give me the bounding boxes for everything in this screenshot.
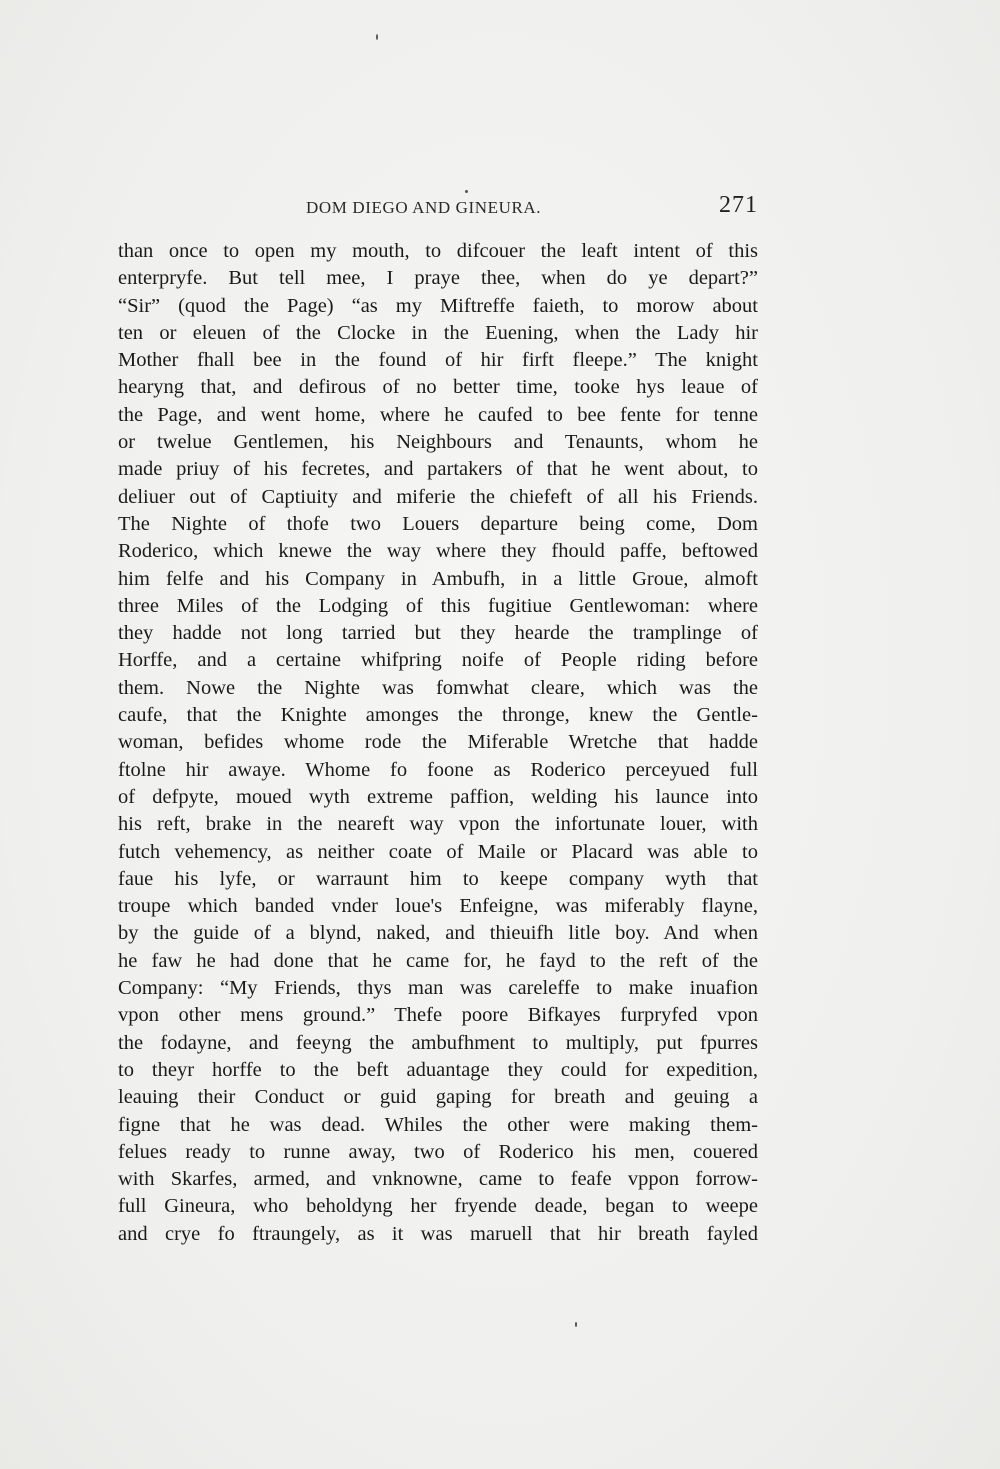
text-line: by the guide of a blynd, naked, and thieuifh litle boy. And when bbox=[118, 922, 758, 945]
text-line: or twelue Gentlemen, his Neighbours and Tenaunts, whom he bbox=[118, 431, 758, 454]
text-line: him felfe and his Company in Ambufh, in a little Groue, almoft bbox=[118, 567, 758, 590]
ink-speck bbox=[575, 1322, 577, 1327]
text-line: felues ready to runne away, two of Roderico his men, couered bbox=[118, 1140, 758, 1163]
text-line: hearyng that, and defirous of no better time, tooke hys leaue of bbox=[118, 376, 758, 399]
text-line: they hadde not long tarried but they hearde the tramplinge of bbox=[118, 622, 758, 645]
text-line: figne that he was dead. Whiles the other were making them- bbox=[118, 1113, 758, 1136]
ink-speck bbox=[376, 34, 378, 40]
ink-speck bbox=[465, 190, 468, 193]
text-line: futch vehemency, as neither coate of Maile or Placard was able to bbox=[118, 840, 758, 863]
running-title: DOM DIEGO AND GINEURA. bbox=[306, 198, 542, 217]
text-line: Mother fhall bee in the found of hir firft fleepe.” The knight bbox=[118, 349, 758, 372]
text-line: made priuy of his fecretes, and partakers of that he went about, to bbox=[118, 458, 758, 481]
text-line: “Sir” (quod the Page) “as my Miftreffe faieth, to morow about bbox=[118, 294, 758, 317]
text-line: ten or eleuen of the Clocke in the Euening, when the Lady hir bbox=[118, 321, 758, 344]
text-line: faue his lyfe, or warraunt him to keepe company wyth that bbox=[118, 867, 758, 890]
text-line: caufe, that the Knighte amonges the thronge, knew the Gentle- bbox=[118, 704, 758, 727]
text-line: deliuer out of Captiuity and miferie the chiefeft of all his Friends. bbox=[118, 485, 758, 508]
text-line: to theyr horffe to the beft aduantage they could for expedition, bbox=[118, 1058, 758, 1081]
text-line: ftolne hir awaye. Whome fo foone as Roderico perceyued full bbox=[118, 758, 758, 781]
running-head bbox=[118, 192, 758, 226]
text-line: Roderico, which knewe the way where they fhould paffe, beftowed bbox=[118, 540, 758, 563]
page-number: 271 bbox=[719, 192, 758, 218]
text-line: woman, befides whome rode the Miferable Wretche that hadde bbox=[118, 731, 758, 754]
text-line: The Nighte of thofe two Louers departure being come, Dom bbox=[118, 512, 758, 535]
text-line: of defpyte, moued wyth extreme paffion, welding his launce into bbox=[118, 785, 758, 808]
text-line: and crye fo ftraungely, as it was maruell that hir breath fayled bbox=[118, 1222, 758, 1245]
text-line: enterpryfe. But tell mee, I praye thee, when do ye depart?” bbox=[118, 267, 758, 290]
text-line: with Skarfes, armed, and vnknowne, came to feafe vppon forrow- bbox=[118, 1168, 758, 1191]
text-line: he faw he had done that he came for, he fayd to the reft of the bbox=[118, 949, 758, 972]
text-line: full Gineura, who beholdyng her fryende deade, began to weepe bbox=[118, 1195, 758, 1218]
text-line: his reft, brake in the neareft way vpon the infortunate louer, with bbox=[118, 813, 758, 836]
text-line: Company: “My Friends, thys man was careleffe to make inuafion bbox=[118, 977, 758, 1000]
text-line: Horffe, and a certaine whifpring noife of People riding before bbox=[118, 649, 758, 672]
body-text bbox=[118, 238, 758, 1248]
text-line: vpon other mens ground.” Thefe poore Bifkayes furpryfed vpon bbox=[118, 1004, 758, 1027]
text-line: the Page, and went home, where he caufed to bee fente for tenne bbox=[118, 403, 758, 426]
text-line: the fodayne, and feeyng the ambufhment to multiply, put fpurres bbox=[118, 1031, 758, 1054]
text-line: troupe which banded vnder loue's Enfeigne, was miferably flayne, bbox=[118, 895, 758, 918]
text-line: than once to open my mouth, to difcouer the leaft intent of this bbox=[118, 240, 758, 262]
text-line: them. Nowe the Nighte was fomwhat cleare, which was the bbox=[118, 676, 758, 699]
text-line: leauing their Conduct or guid gaping for breath and geuing a bbox=[118, 1086, 758, 1109]
text-line: three Miles of the Lodging of this fugitiue Gentlewoman: where bbox=[118, 594, 758, 617]
